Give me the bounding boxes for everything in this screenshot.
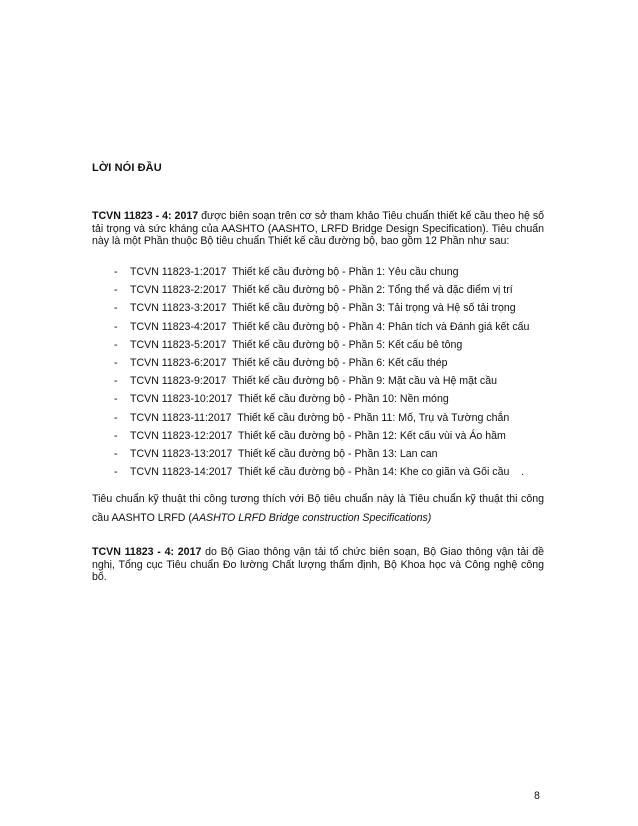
authorship-standard-code: TCVN 11823 - 4: 2017 [92, 546, 202, 558]
compat-paragraph [92, 490, 544, 528]
list-item-text [130, 357, 448, 370]
list-item-text [130, 321, 529, 334]
part-code: TCVN 11823-6:2017 [130, 356, 227, 369]
list-item [92, 466, 552, 484]
part-code: TCVN 11823-12:2017 [130, 429, 233, 442]
list-item [92, 375, 552, 393]
list-item-text [130, 375, 497, 388]
list-item [92, 284, 552, 302]
part-code: TCVN 11823-1:2017 [130, 266, 227, 278]
part-code: TCVN 11823-3:2017 [130, 302, 227, 315]
list-item [92, 357, 552, 375]
part-title: Thiết kế cầu đường bộ - Phần 13: Lan can [237, 447, 438, 460]
part-title: Thiết kế cầu đường bộ - Phần 5: Kết cấu bê tông [232, 338, 463, 351]
part-title: Thiết kế cầu đường bộ - Phần 14: Khe co giãn và Gối cầu . [237, 466, 525, 479]
part-code: TCVN 11823-11:2017 [130, 411, 232, 424]
list-item-text [130, 302, 516, 315]
list-dash: - [114, 375, 118, 388]
part-title: Thiết kế cầu đường bộ - Phần 1: Yêu cầu chung [232, 266, 459, 278]
list-item [92, 266, 552, 284]
list-item-text [130, 339, 462, 352]
list-dash: - [114, 266, 118, 278]
list-item [92, 430, 552, 448]
list-dash: - [114, 320, 118, 333]
list-dash: - [114, 447, 118, 460]
part-title: Thiết kế cầu đường bộ - Phần 6: Kết cấu thép [232, 356, 448, 369]
authorship-paragraph [92, 546, 544, 584]
list-item [92, 412, 552, 430]
list-item-text [130, 284, 513, 297]
part-title: Thiết kế cầu đường bộ - Phần 11: Mố, Trụ và Tường chắn [237, 411, 510, 424]
page-number: 8 [534, 790, 540, 802]
list-item-text [130, 430, 506, 443]
list-dash: - [114, 356, 118, 369]
list-item-text [130, 266, 459, 279]
part-code: TCVN 11823-2:2017 [130, 284, 227, 297]
list-item-text [130, 393, 449, 406]
list-item [92, 339, 552, 357]
compat-text: Tiêu chuẩn kỹ thuật thi công tương thích với Bộ tiêu chuẩn này là Tiêu chuẩn kỹ thuật thi công cầu AASHTO LRFD ( [92, 493, 544, 524]
part-code: TCVN 11823-4:2017 [130, 320, 227, 333]
list-item [92, 393, 552, 411]
part-title: Thiết kế cầu đường bộ - Phần 9: Mặt cầu và Hệ mặt cầu [232, 375, 497, 388]
parts-list [92, 266, 552, 484]
list-dash: - [114, 302, 118, 315]
part-title: Thiết kế cầu đường bộ - Phần 4: Phân tích và Đánh giá kết cấu [232, 320, 530, 333]
list-item [92, 321, 552, 339]
authorship-text: do Bộ Giao thông vận tải tổ chức biên soạn, Bộ Giao thông vận tải đề nghị, Tổng cục Tiêu chuẩn Đo lường Chất lượng thẩm định, Bộ Khoa học và Công nghệ công bố. [92, 546, 545, 584]
list-item [92, 302, 552, 320]
part-code: TCVN 11823-13:2017 [130, 447, 233, 460]
compat-italic-text: AASHTO LRFD Bridge construction Specifications) [191, 512, 432, 524]
list-item-text [130, 412, 509, 425]
list-item-text [130, 448, 438, 461]
part-code: TCVN 11823-5:2017 [130, 338, 227, 351]
list-dash: - [114, 429, 118, 442]
list-item [92, 448, 552, 466]
part-title: Thiết kế cầu đường bộ - Phần 10: Nền móng [237, 393, 449, 406]
part-title: Thiết kế cầu đường bộ - Phần 3: Tải trọng và Hệ số tải trọng [232, 302, 516, 315]
part-code: TCVN 11823-10:2017 [130, 393, 233, 406]
part-title: Thiết kế cầu đường bộ - Phần 2: Tổng thể và đặc điểm vị trí [232, 284, 513, 297]
part-code: TCVN 11823-9:2017 [130, 375, 227, 388]
list-dash: - [114, 466, 118, 479]
part-title: Thiết kế cầu đường bộ - Phần 12: Kết cấu vùi và Áo hầm [237, 429, 506, 442]
part-code: TCVN 11823-14:2017 [130, 466, 233, 479]
list-item-text [130, 466, 524, 479]
intro-text: được biên soạn trên cơ sở tham khảo Tiêu chuẩn thiết kế cầu theo hệ số tải trọng và sức kháng của AASHTO (AASHTO, LRFD Bridge Design Specification). Tiêu chuẩn này là một Phần thuộc Bộ tiêu chuẩn Thiết kế cầu đường bộ, bao gồm 12 Phần như sau: [92, 210, 545, 248]
intro-standard-code: TCVN 11823 - 4: 2017 [92, 210, 199, 222]
list-dash: - [114, 338, 118, 351]
list-dash: - [114, 411, 118, 424]
list-dash: - [114, 393, 118, 406]
page-title: LỜI NÓI ĐẦU [92, 162, 162, 174]
list-dash: - [114, 284, 118, 297]
intro-paragraph [92, 210, 544, 248]
